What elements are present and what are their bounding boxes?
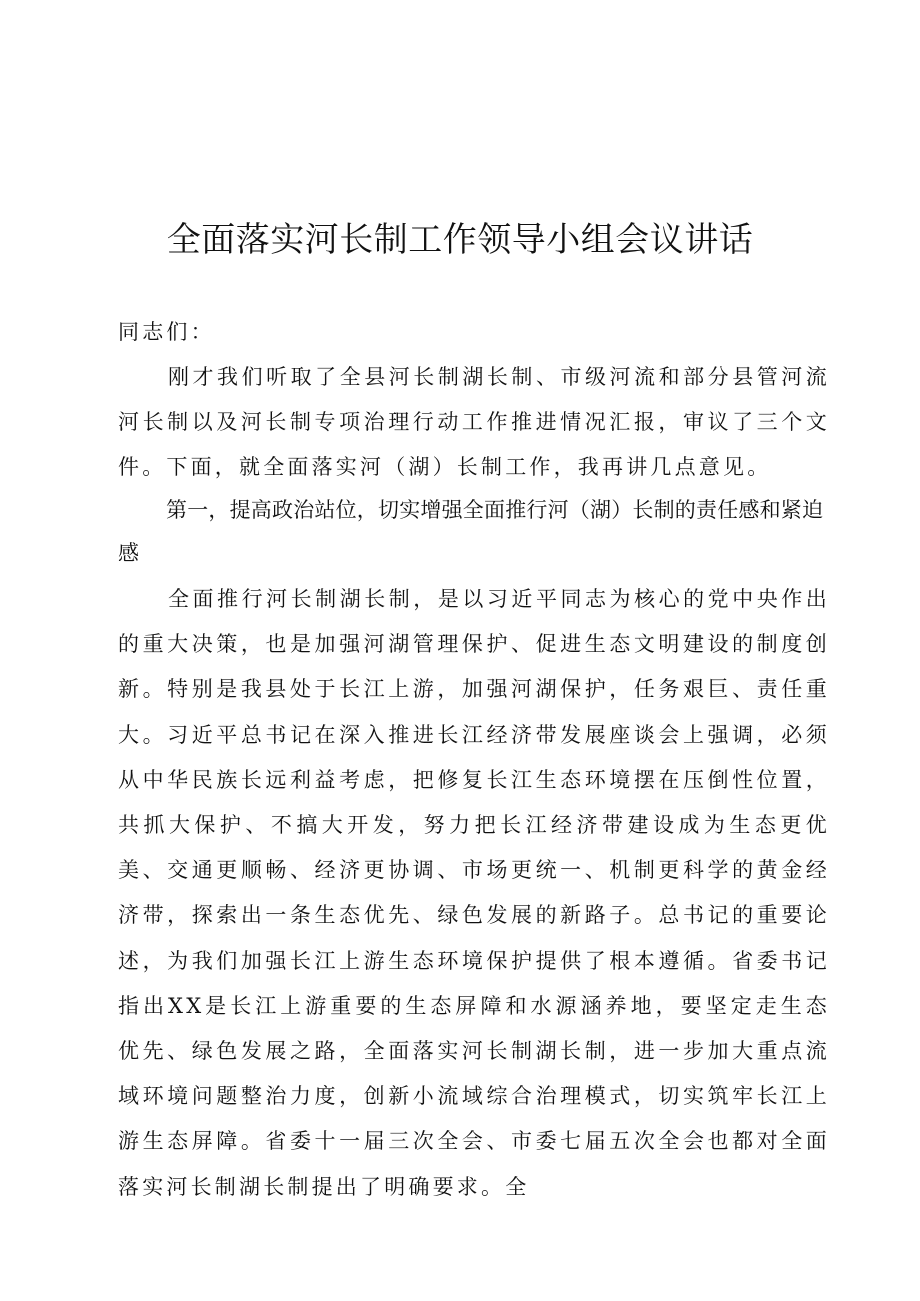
section-one-paragraph: 全面推行河长制湖长制，是以习近平同志为核心的党中央作出的重大决策，也是加强河湖管理保护、促进生态文明建设的制度创新。特别是我县处于长江上游，加强河湖保护，任务艰巨、责任重大。习近平总书记在深入推进长江经济带发展座谈会上强调，必须从中华民族长远利益考虑，把修复长江生态环境摆在压倒性位置，共抓大保护、不搞大开发，努力把长江经济带建设成为生态更优美、交通更顺畅、经济更协调、市场更统一、机制更科学的黄金经济带，探索出一条生态优先、绿色发展的新路子。总书记的重要论述，为我们加强长江上游生态环境保护提供了根本遵循。省委书记指出XX是长江上游重要的生态屏障和水源涵养地，要坚定走生态优先、绿色发展之路，全面落实河长制湖长制，进一步加大重点流域环境问题整治力度，创新小流域综合治理模式，切实筑牢长江上游生态屏障。省委十一届三次全会、市委七届五次全会也都对全面落实河长制湖长制提出了明确要求。全	[118, 587, 830, 1199]
salutation: 同志们：	[118, 320, 215, 344]
section-heading-first: 第一，提高政治站位，切实增强全面推行河（湖）长制的责任感和紧迫感	[118, 498, 824, 565]
opening-paragraph: 刚才我们听取了全县河长制湖长制、市级河流和部分县管河流河长制以及河长制专项治理行动工作推进情况汇报，审议了三个文件。下面，就全面落实河（湖）长制工作，我再讲几点意见。	[118, 365, 830, 480]
document-title: 全面落实河长制工作领导小组会议讲话	[166, 220, 754, 260]
